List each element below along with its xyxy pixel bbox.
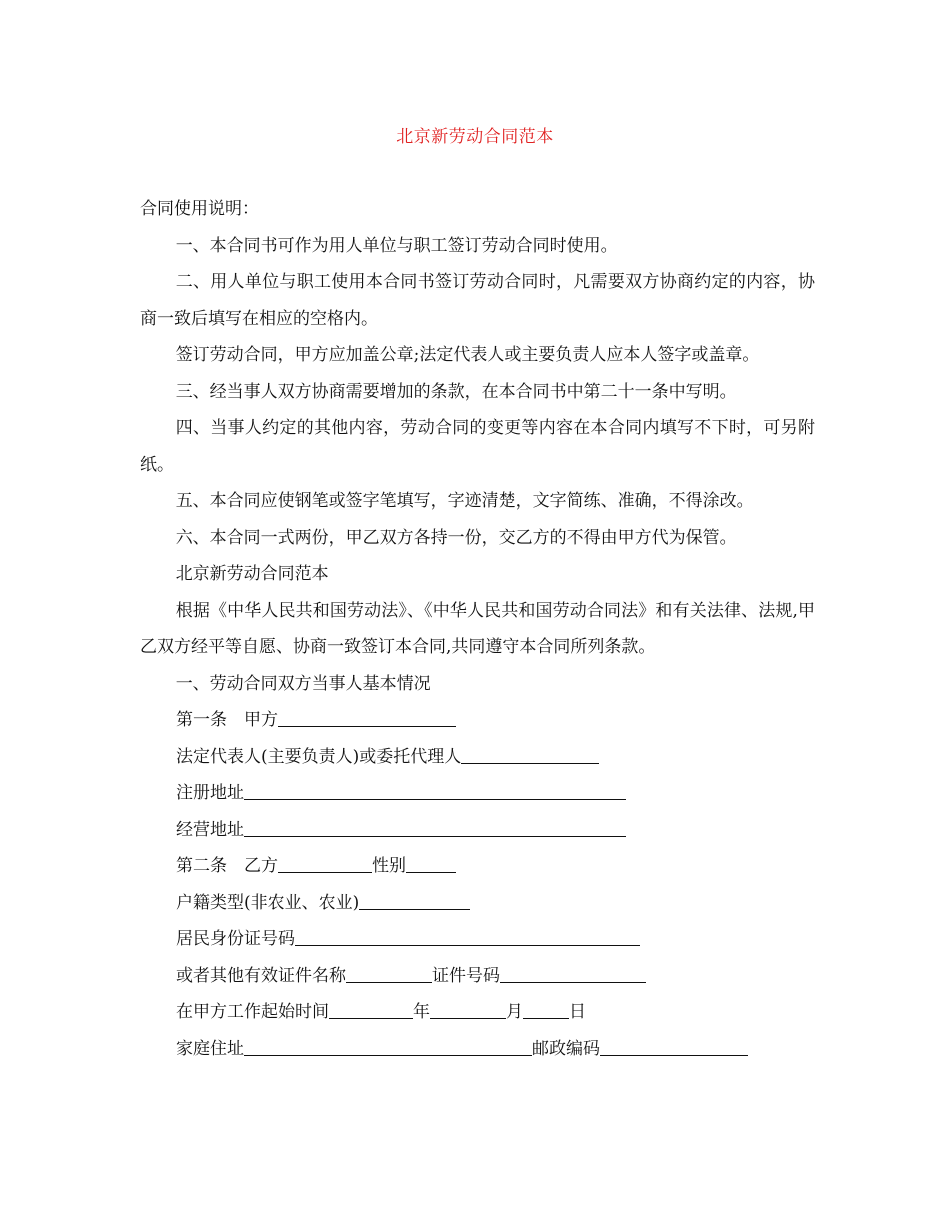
legal-rep-label: 法定代表人(主要负责人)或委托代理人 <box>176 746 462 767</box>
gender-label: 性别 <box>372 856 406 876</box>
cert-number-blank[interactable] <box>500 963 646 983</box>
instruction-1: 一、本合同书可作为用人单位与职工签订劳动合同时使用。 <box>175 235 618 256</box>
party-b-label: 第二条 乙方 <box>176 856 278 876</box>
reg-address-label: 注册地址 <box>176 783 244 803</box>
id-number-label: 居民身份证号码 <box>176 929 295 949</box>
instruction-6: 六、本合同一式两份，甲乙双方各持一份，交乙方的不得由甲方代为保管。 <box>175 527 737 548</box>
home-address-label: 家庭住址 <box>176 1038 244 1059</box>
field-row-party-b <box>140 848 815 885</box>
usage-header: 合同使用说明： <box>140 199 259 219</box>
start-year-blank[interactable] <box>329 999 413 1019</box>
field-row-party-a <box>140 702 815 739</box>
start-month-blank[interactable] <box>430 999 506 1019</box>
section-1-heading: 一、劳动合同双方当事人基本情况 <box>175 673 431 694</box>
field-row-legal-rep <box>140 739 815 776</box>
field-row-id-number <box>140 921 815 958</box>
year-label: 年 <box>413 1002 430 1022</box>
start-time-label: 在甲方工作起始时间 <box>176 1002 329 1022</box>
hukou-label: 户籍类型(非农业、农业) <box>176 892 360 913</box>
field-row-biz-address <box>140 812 815 849</box>
instruction-4: 四、当事人约定的其他内容，劳动合同的变更等内容在本合同内填写不下时，可另附纸。 <box>140 418 815 475</box>
start-day-blank[interactable] <box>523 999 569 1019</box>
preamble: 根据《中华人民共和国劳动法》、《中华人民共和国劳动合同法》和有关法律、法规,甲乙双方经平等自愿、协商一致签订本合同,共同遵守本合同所列条款。 <box>140 600 815 657</box>
instruction-3: 三、经当事人双方协商需要增加的条款，在本合同书中第二十一条中写明。 <box>175 381 737 402</box>
postcode-label: 邮政编码 <box>532 1038 600 1059</box>
document-body <box>140 191 815 1067</box>
instruction-5: 五、本合同应使钢笔或签字笔填写，字迹清楚，文字简练、准确，不得涂改。 <box>175 491 754 511</box>
party-a-blank[interactable] <box>278 707 456 727</box>
gender-blank[interactable] <box>406 853 456 873</box>
field-row-reg-address <box>140 775 815 812</box>
biz-address-blank[interactable] <box>244 817 626 837</box>
home-address-blank[interactable] <box>244 1036 532 1056</box>
party-a-label: 第一条 甲方 <box>176 710 278 730</box>
cert-number-label: 证件号码 <box>432 965 500 986</box>
legal-rep-blank[interactable] <box>461 744 599 764</box>
hukou-blank[interactable] <box>359 890 470 910</box>
other-id-label: 或者其他有效证件名称 <box>176 965 346 986</box>
month-label: 月 <box>506 1002 523 1022</box>
other-id-blank[interactable] <box>346 963 432 983</box>
party-b-blank[interactable] <box>278 853 372 873</box>
instruction-2: 二、用人单位与职工使用本合同书签订劳动合同时，凡需要双方协商约定的内容，协商一致后填写在相应的空格内。 <box>140 272 815 329</box>
contract-subtitle: 北京新劳动合同范本 <box>175 564 329 584</box>
instruction-2-note: 签订劳动合同，甲方应加盖公章;法定代表人或主要负责人应本人签字或盖章。 <box>175 345 760 365</box>
biz-address-label: 经营地址 <box>176 819 244 840</box>
field-row-other-id <box>140 958 815 995</box>
id-number-blank[interactable] <box>295 926 640 946</box>
field-row-home-address <box>140 1031 815 1068</box>
reg-address-blank[interactable] <box>244 780 626 800</box>
document-title: 北京新劳动合同范本 <box>396 127 554 147</box>
postcode-blank[interactable] <box>600 1036 748 1056</box>
field-row-hukou <box>140 885 815 922</box>
field-row-start-time <box>140 994 815 1031</box>
day-label: 日 <box>569 1002 586 1022</box>
